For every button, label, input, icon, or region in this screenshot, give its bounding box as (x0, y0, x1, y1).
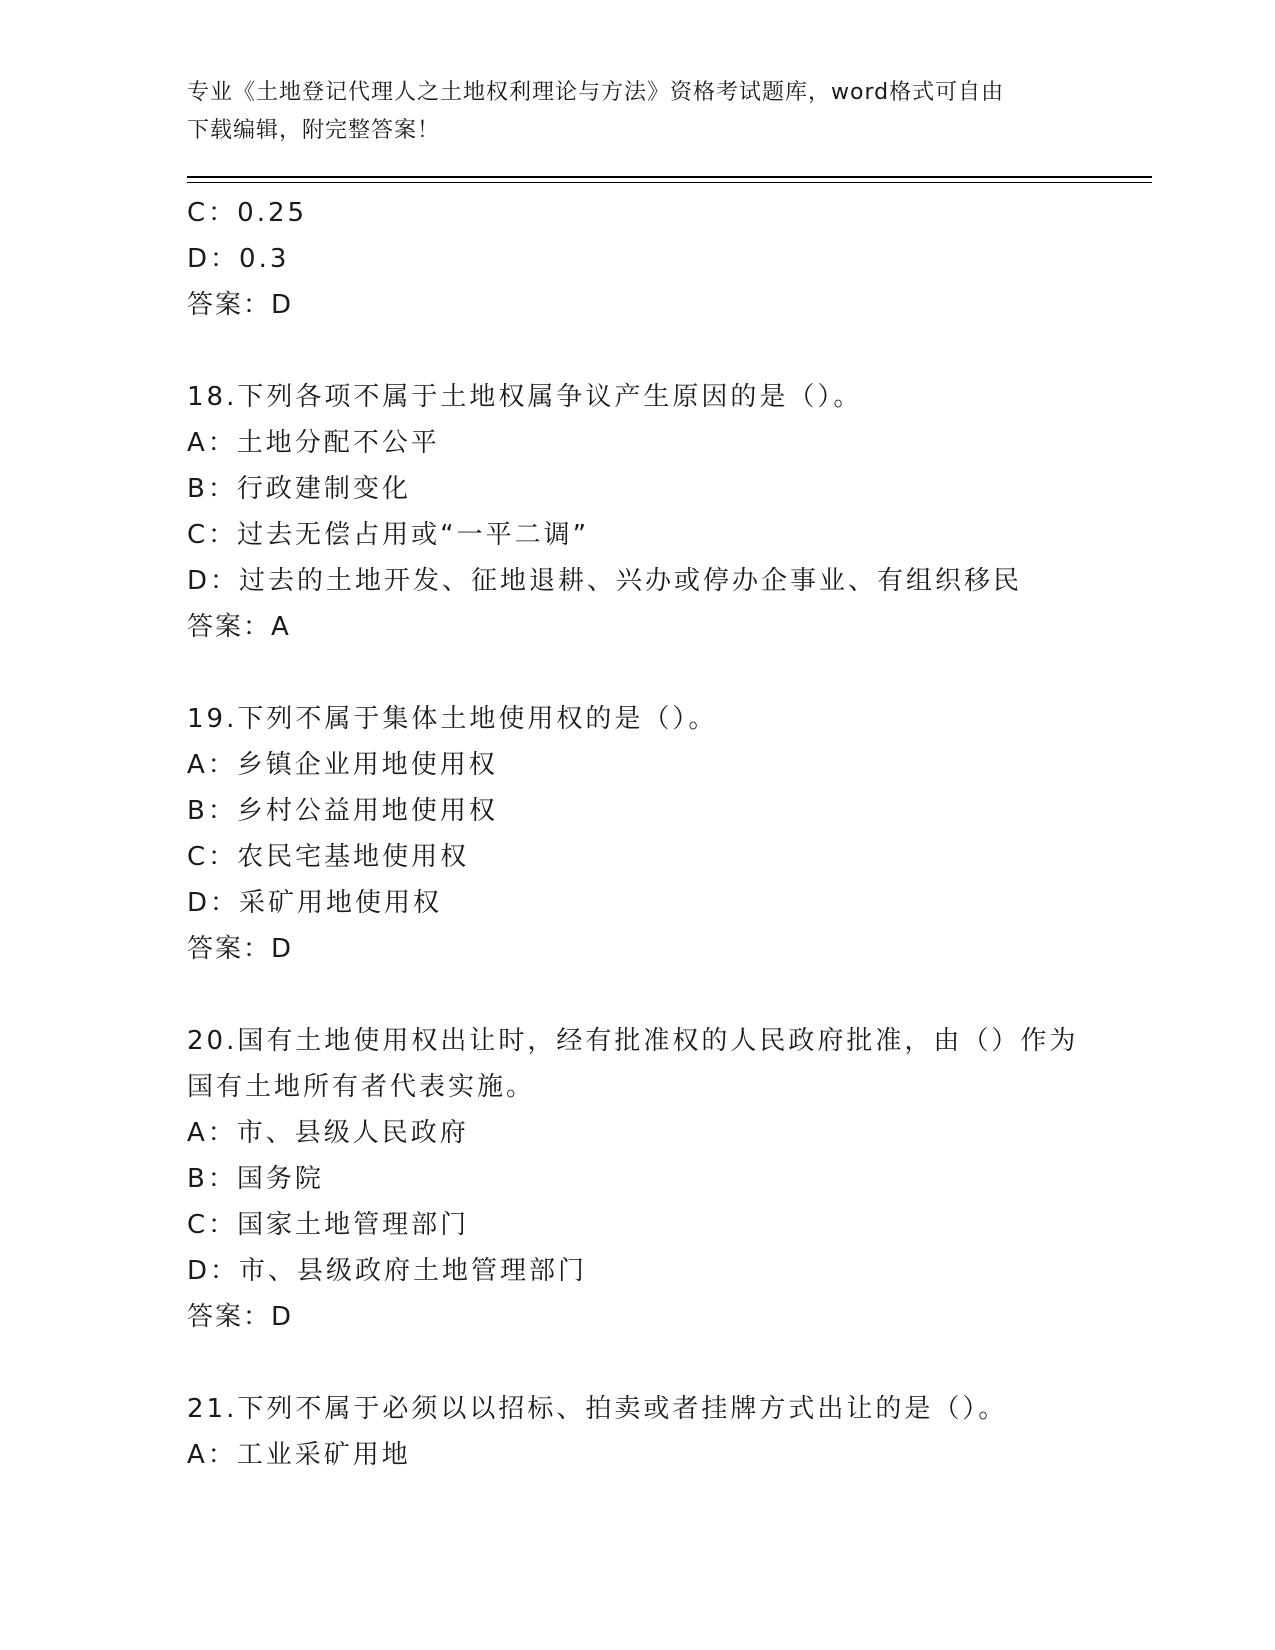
option-b: B：行政建制变化 (187, 474, 411, 504)
answer-value: A (271, 612, 290, 642)
header-line-1: 专业《土地登记代理人之土地权利理论与方法》资格考试题库，word格式可自由 (187, 80, 1005, 105)
option-d: D：0.3 (187, 244, 290, 274)
question-19 (187, 696, 1152, 972)
answer-line (187, 1294, 1152, 1340)
answer-line (187, 604, 1152, 650)
answer-label: 答案： (187, 290, 272, 320)
question-17-tail (187, 190, 1152, 328)
question-20 (187, 1018, 1152, 1340)
option-d: D：市、县级政府土地管理部门 (187, 1256, 588, 1286)
answer-label: 答案： (187, 612, 272, 642)
answer-label: 答案： (187, 934, 272, 964)
option-b: B：国务院 (187, 1164, 324, 1194)
option-d: D：采矿用地使用权 (187, 888, 443, 918)
question-stem: 21.下列不属于必须以以招标、拍卖或者挂牌方式出让的是（）。 (187, 1394, 1008, 1424)
question-18 (187, 374, 1152, 650)
answer-label: 答案： (187, 1302, 272, 1332)
question-content (187, 190, 1152, 1478)
answer-value: D (271, 1302, 293, 1332)
option-c: C：国家土地管理部门 (187, 1210, 470, 1240)
answer-value: D (271, 290, 293, 320)
question-stem-line-1: 20.国有土地使用权出让时，经有批准权的人民政府批准，由（）作为 (187, 1026, 1079, 1056)
option-c: C：0.25 (187, 198, 308, 228)
header-divider-thick (187, 176, 1152, 178)
option-a: A：工业采矿用地 (187, 1440, 411, 1470)
option-a: A：乡镇企业用地使用权 (187, 750, 498, 780)
option-d: D：过去的土地开发、征地退耕、兴办或停办企事业、有组织移民 (187, 566, 1023, 596)
question-stem: 19.下列不属于集体土地使用权的是（）。 (187, 704, 718, 734)
question-stem-line-2: 国有土地所有者代表实施。 (187, 1072, 536, 1102)
option-c: C：过去无偿占用或“一平二调” (187, 520, 590, 550)
answer-value: D (271, 934, 293, 964)
header-divider-thin (187, 182, 1152, 183)
header-line-2: 下载编辑，附完整答案！ (187, 118, 441, 143)
option-b: B：乡村公益用地使用权 (187, 796, 498, 826)
option-a: A：土地分配不公平 (187, 428, 440, 458)
answer-line (187, 282, 1152, 328)
option-a: A：市、县级人民政府 (187, 1118, 469, 1148)
question-21 (187, 1386, 1152, 1478)
option-c: C：农民宅基地使用权 (187, 842, 470, 872)
answer-line (187, 926, 1152, 972)
document-header (187, 74, 1067, 150)
question-stem: 18.下列各项不属于土地权属争议产生原因的是（）。 (187, 382, 863, 412)
